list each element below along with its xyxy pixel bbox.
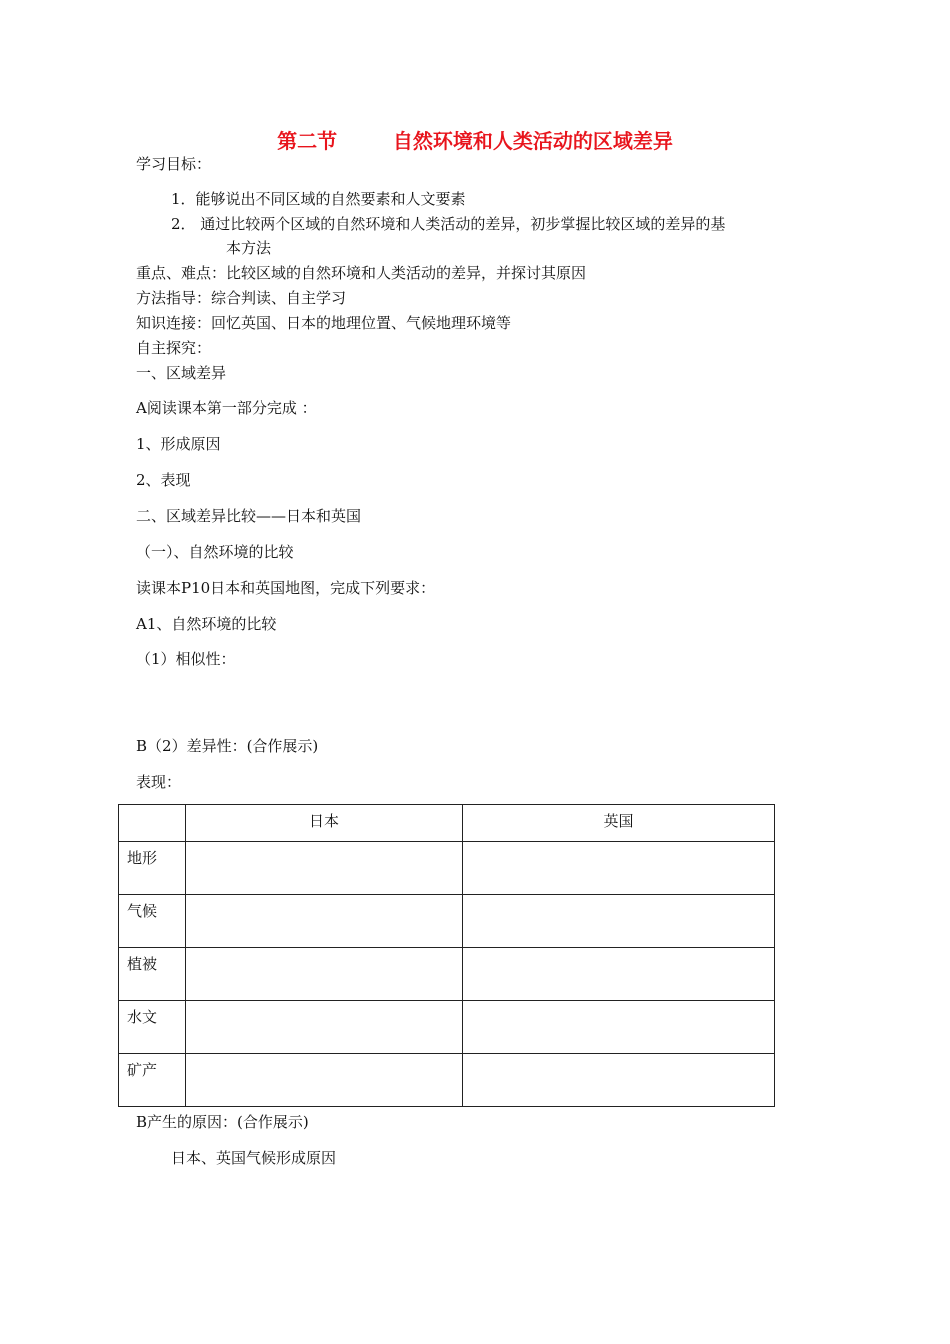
cell-japan-climate[interactable] [186,895,463,948]
self-explore-heading: 自主探究： [136,339,212,357]
section-1-item-2: 2、表现 [136,471,191,489]
cell-uk-climate[interactable] [463,895,775,948]
section-2-a1: A1、自然环境的比较 [136,615,277,633]
section-2-heading: 二、区域差异比较——日本和英国 [136,507,362,525]
comparison-table [118,804,775,1107]
row-label-climate: 气候 [119,895,186,948]
cell-japan-vegetation[interactable] [186,948,463,1001]
table-header-empty [119,805,186,842]
table-header-uk: 英国 [463,805,775,842]
difference-label: B（2）差异性：(合作展示) [136,737,319,755]
row-label-hydrology: 水文 [119,1001,186,1054]
performance-label: 表现： [136,773,182,791]
cell-uk-minerals[interactable] [463,1054,775,1107]
goal-item-1: 1．能够说出不同区域的自然要素和人文要素 [171,190,466,208]
table-row [119,895,775,948]
cell-japan-hydrology[interactable] [186,1001,463,1054]
knowledge-link: 知识连接：回忆英国、日本的地理位置、气候地理环境等 [136,314,512,332]
similarity-label: （1）相似性： [136,650,236,668]
cell-japan-minerals[interactable] [186,1054,463,1107]
section-1-task-a: A阅读课本第一部分完成 ： [136,399,317,417]
cell-uk-vegetation[interactable] [463,948,775,1001]
section-2-reading-task: 读课本P10日本和英国地图，完成下列要求： [136,579,436,597]
row-label-terrain: 地形 [119,842,186,895]
table-header-row [119,805,775,842]
row-label-vegetation: 植被 [119,948,186,1001]
table-row [119,948,775,1001]
key-points: 重点、难点：比较区域的自然环境和人类活动的差异，并探讨其原因 [136,264,587,282]
method-guide: 方法指导：综合判读、自主学习 [136,289,347,307]
cell-uk-hydrology[interactable] [463,1001,775,1054]
cell-japan-terrain[interactable] [186,842,463,895]
table-header-japan: 日本 [186,805,463,842]
page-title: 第二节 自然环境和人类活动的区域差异 [277,129,673,153]
goals-heading: 学习目标： [136,155,212,173]
table-row [119,842,775,895]
cell-uk-terrain[interactable] [463,842,775,895]
cause-subitem: 日本、英国气候形成原因 [171,1149,337,1167]
goal-item-2-continued: 本方法 [226,239,272,257]
table-row [119,1001,775,1054]
section-1-item-1: 1、形成原因 [136,435,221,453]
goal-item-2: 2． 通过比较两个区域的自然环境和人类活动的差异，初步掌握比较区域的差异的基 [171,215,726,233]
section-1-heading: 一、区域差异 [136,364,227,382]
row-label-minerals: 矿产 [119,1054,186,1107]
cause-heading: B产生的原因：(合作展示) [136,1113,309,1131]
section-2-subheading: （一）、自然环境的比较 [136,543,294,561]
table-row [119,1054,775,1107]
